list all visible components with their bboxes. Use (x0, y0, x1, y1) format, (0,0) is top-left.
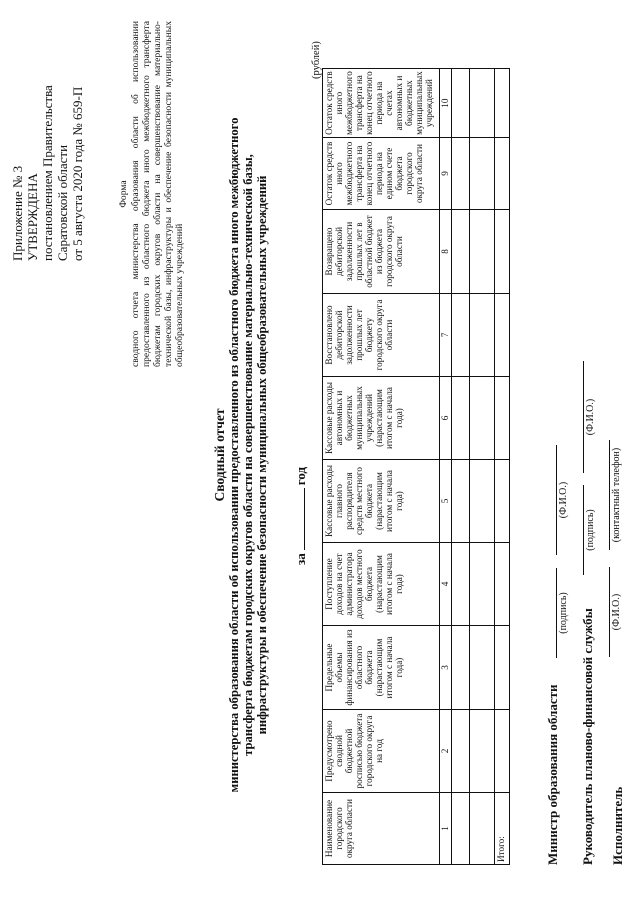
table-cell[interactable] (495, 69, 510, 138)
table-cell[interactable] (470, 793, 495, 865)
table-cell[interactable] (495, 377, 510, 460)
table-cell[interactable] (452, 138, 470, 210)
table-header-row (323, 69, 440, 865)
report-period (293, 467, 309, 565)
report-title-line-3: трансферта бюджетам городских округов области на совершенствование материально-технической базы, (241, 154, 255, 756)
name-caption: (Ф.И.О.) (558, 481, 569, 519)
table-cell[interactable] (470, 543, 495, 626)
table-cell[interactable] (452, 460, 470, 543)
executor-name-line[interactable] (609, 567, 610, 657)
minister-name-line[interactable] (556, 445, 557, 555)
appendix-number: Приложение № 3 (10, 165, 25, 261)
col-number: 3 (440, 626, 452, 710)
report-title (213, 45, 269, 865)
executor-phone-line[interactable] (609, 440, 610, 550)
table-cell[interactable] (495, 626, 510, 710)
form-description-block (118, 21, 185, 367)
table-cell[interactable] (470, 138, 495, 210)
total-label: Итого: (495, 793, 510, 865)
table-cell[interactable] (470, 69, 495, 138)
col-number: 6 (440, 377, 452, 460)
col-header-4: Поступление доходов на счет администратора доходов местного бюджета (нарастающим итогом с начала года) (323, 543, 440, 626)
table-cell[interactable] (452, 793, 470, 865)
minister-signature-line[interactable] (556, 568, 557, 658)
head-signature-line[interactable] (583, 485, 584, 575)
report-title-line-1: Сводный отчет (212, 408, 227, 502)
table-cell[interactable] (452, 377, 470, 460)
minister-label: Министр образования области (545, 684, 560, 865)
executor-label: Исполнитель (610, 786, 625, 865)
table-cell[interactable] (470, 460, 495, 543)
table-cell[interactable] (495, 710, 510, 793)
report-table (322, 68, 510, 865)
form-description: сводного отчета министерства образования области об использовании предоставленного из областного бюджета иного межбюджетного трансферта бюджетам городских округов области на совершенствование материально-технической базы, инфраструктуры и обеспечение безопасности муниципальных общеобразовательных учреждений (130, 21, 185, 367)
table-row (470, 69, 495, 865)
approval-header (10, 21, 85, 261)
col-number: 10 (440, 69, 452, 138)
table-cell[interactable] (495, 138, 510, 210)
decree-line-2: Саратовской области (55, 144, 70, 261)
period-year-label: год (293, 466, 308, 486)
col-number: 1 (440, 793, 452, 865)
currency-unit: (рублей) (311, 41, 322, 79)
col-number: 4 (440, 543, 452, 626)
col-header-3: Предельные объемы финансирования из областного бюджета (нарастающим итогом с начала года) (323, 626, 440, 710)
col-header-2: Предусмотрено сводной бюджетной росписью бюджета городского округа на год (323, 710, 440, 793)
col-header-1: Наименование городского округа области (323, 793, 440, 865)
table-cell[interactable] (470, 710, 495, 793)
table-row (452, 69, 470, 865)
phone-caption: (контактный телефон) (611, 447, 622, 543)
approved-label: УТВЕРЖДЕНА (25, 173, 40, 261)
signature-caption: (подпись) (558, 592, 569, 634)
col-header-9: Остаток средств иного межбюджетного трансферта на конец отчетного периода на едином счете бюджета городского округа области (323, 138, 440, 210)
signature-caption: (подпись) (585, 509, 596, 551)
table-cell[interactable] (452, 543, 470, 626)
decree-line-1: постановлением Правительства (40, 85, 55, 261)
form-label: Форма (118, 180, 129, 208)
report-title-line-4: инфраструктуры и обеспечение безопасности муниципальных общеобразовательных учреждений (255, 175, 269, 735)
table-cell[interactable] (470, 210, 495, 294)
table-cell[interactable] (452, 210, 470, 294)
table-cell[interactable] (470, 294, 495, 377)
col-header-7: Восстановлено дебиторской задолженности прошлых лет бюджету городского округа области (323, 294, 440, 377)
col-header-10: Остаток средств иного межбюджетного трансферта на конец отчетного периода на счетах автономных и бюджетных муниципальных учреждений (323, 69, 440, 138)
total-row (495, 69, 510, 865)
col-number: 5 (440, 460, 452, 543)
col-header-5: Кассовые расходы главного распорядителя средств местного бюджета (нарастающим итогом с начала года) (323, 460, 440, 543)
table-cell[interactable] (452, 294, 470, 377)
col-header-6: Кассовые расходы автономных и бюджетных муниципальных учреждений (нарастающим итогом с начала года) (323, 377, 440, 460)
year-blank-field[interactable] (293, 488, 305, 550)
table-cell[interactable] (452, 626, 470, 710)
col-header-8: Возвращено дебиторской задолженности прошлых лет в областной бюджет из бюджета городского округа области (323, 210, 440, 294)
col-number: 2 (440, 710, 452, 793)
name-caption: (Ф.И.О.) (611, 593, 622, 631)
col-number: 7 (440, 294, 452, 377)
head-name-line[interactable] (583, 361, 584, 473)
table-cell[interactable] (495, 543, 510, 626)
period-for-label: за (293, 553, 308, 565)
table-cell[interactable] (470, 377, 495, 460)
col-number: 8 (440, 210, 452, 294)
name-caption: (Ф.И.О.) (585, 398, 596, 436)
table-cell[interactable] (470, 626, 495, 710)
table-cell[interactable] (495, 294, 510, 377)
head-planning-label: Руководитель планово-финансовой службы (580, 608, 595, 865)
table-cell[interactable] (495, 460, 510, 543)
col-number: 9 (440, 138, 452, 210)
column-number-row (440, 69, 452, 865)
table-cell[interactable] (452, 710, 470, 793)
report-title-line-2: министерства образования области об использовании предоставленного из областного бюджета иного межбюджетного (227, 117, 241, 793)
table-cell[interactable] (452, 69, 470, 138)
table-cell[interactable] (495, 210, 510, 294)
decree-line-3: от 5 августа 2020 года № 659-П (70, 86, 85, 261)
